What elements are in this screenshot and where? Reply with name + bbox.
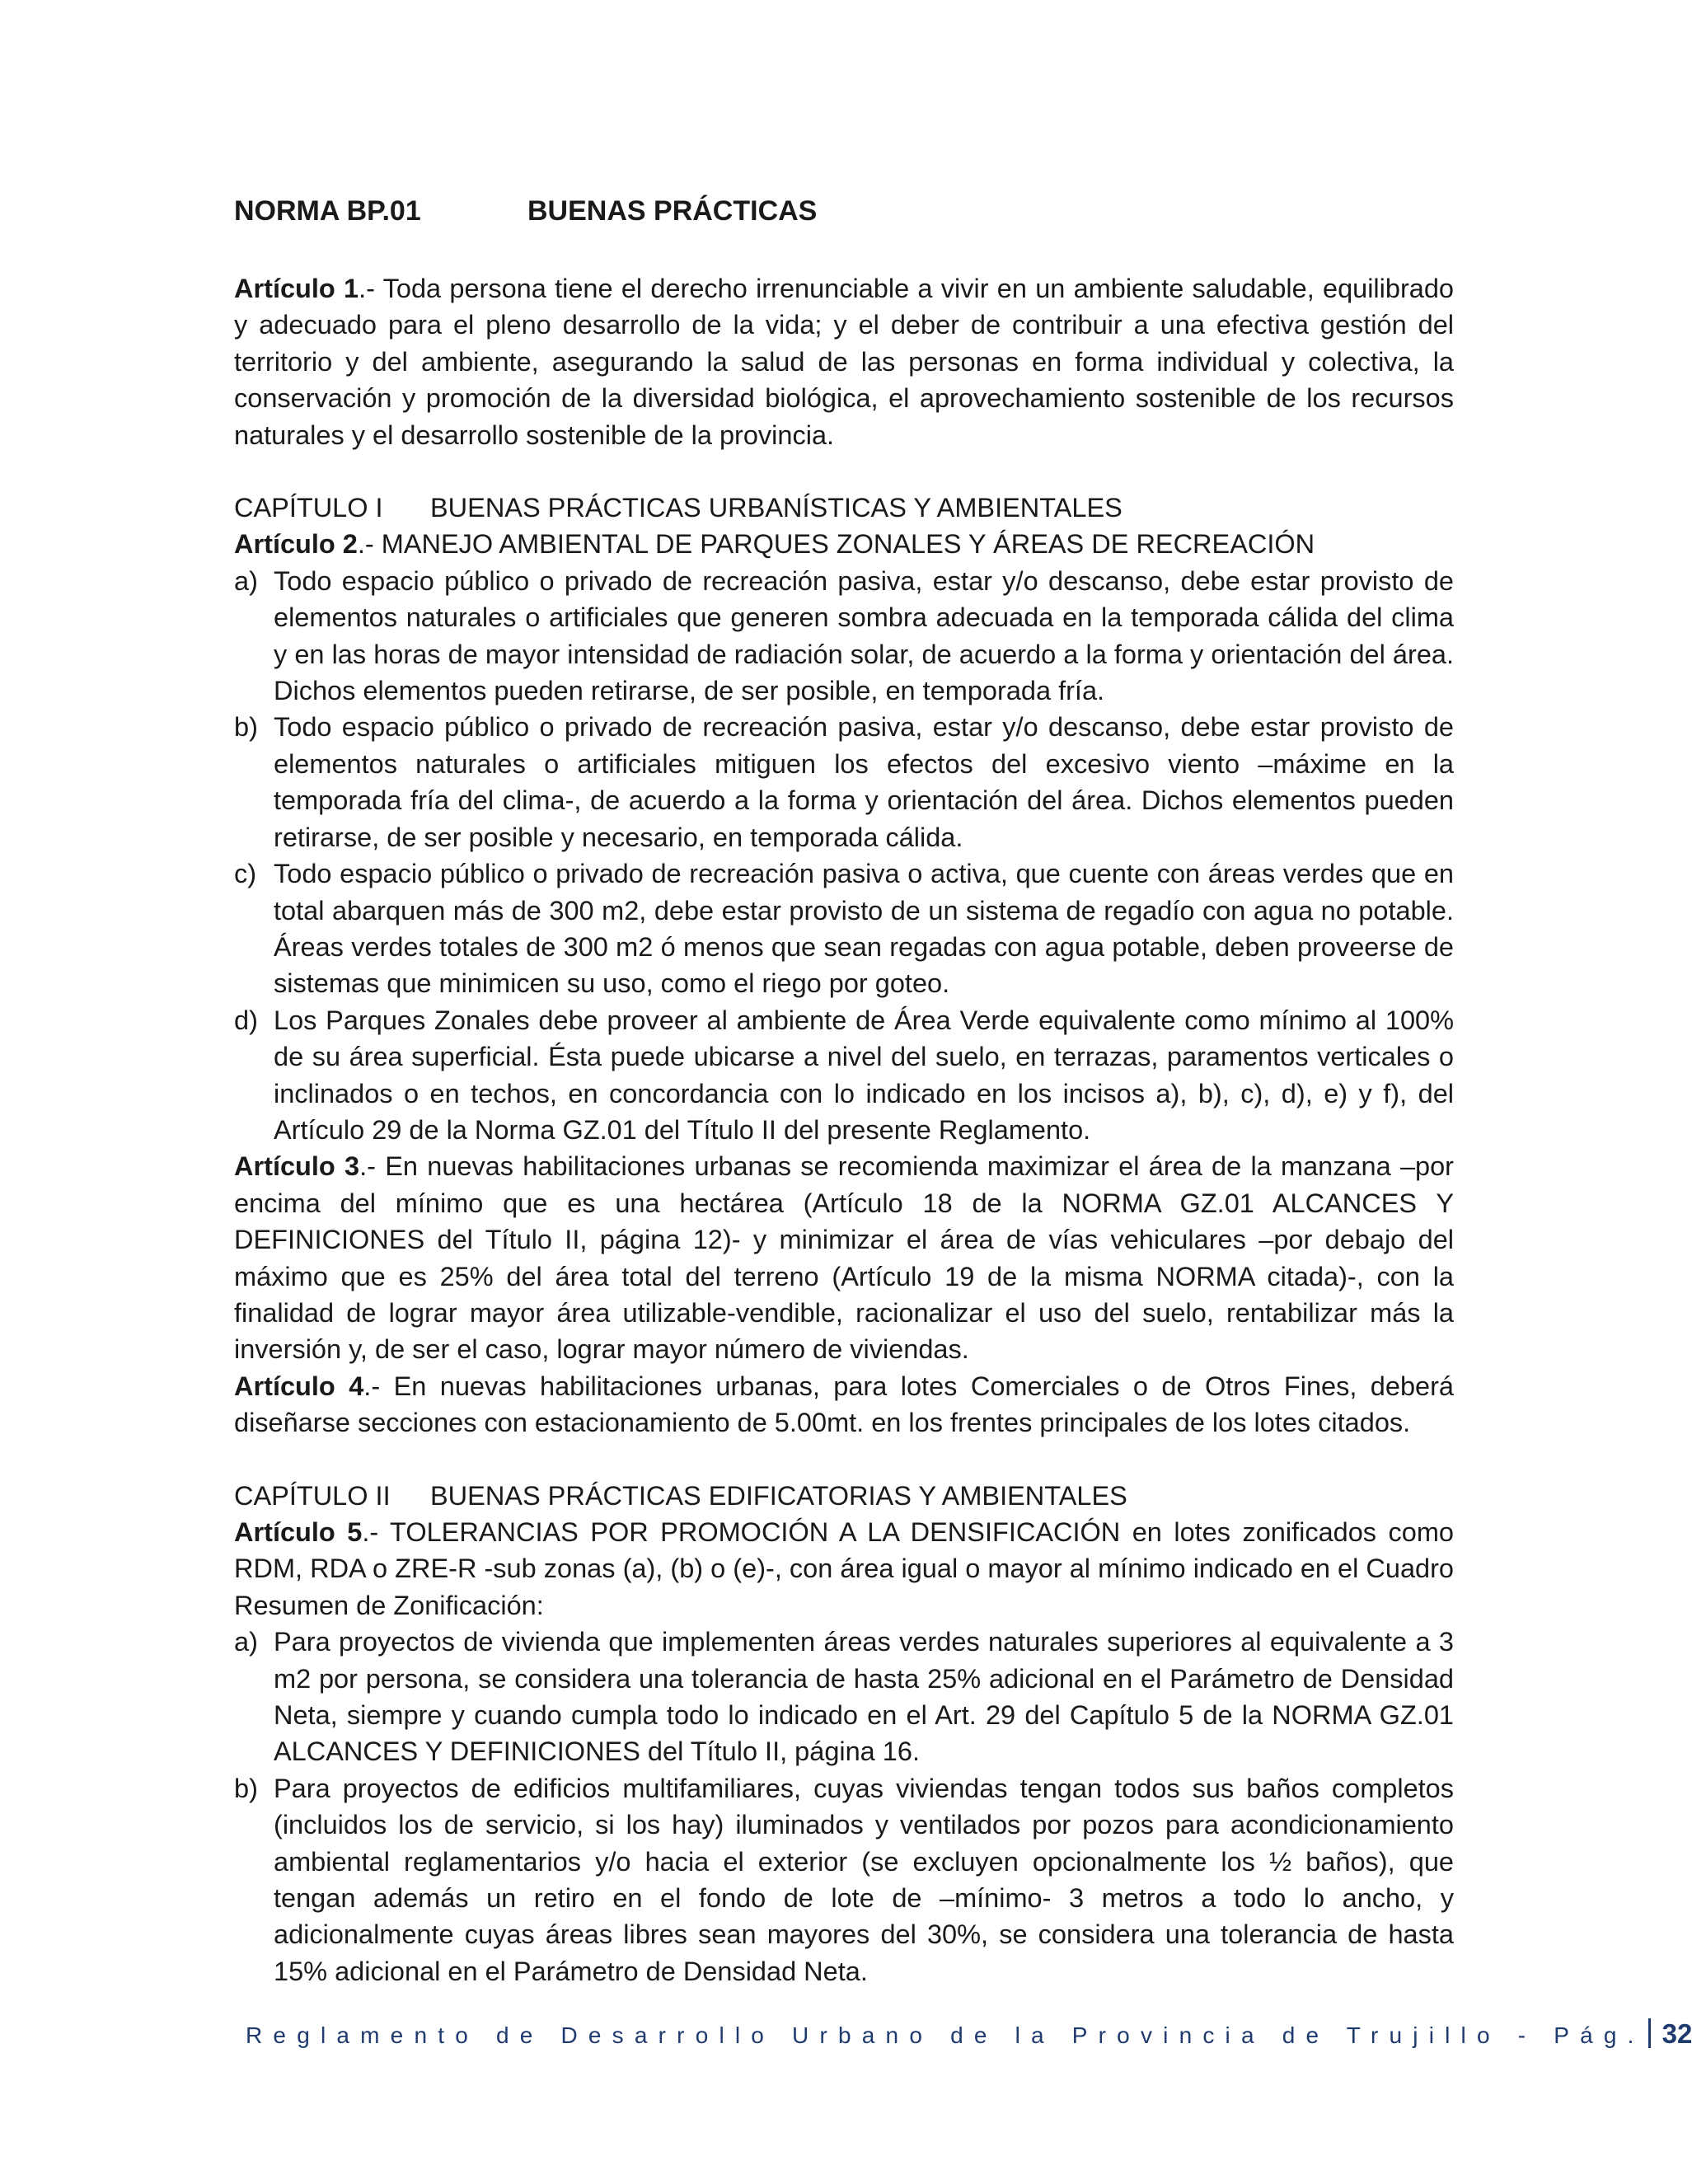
article-2-item-b [234, 709, 1454, 855]
article-2-label: Artículo 2 [234, 529, 358, 560]
article-2-item-d [234, 1002, 1454, 1149]
page-number: 32 [1662, 2018, 1692, 2049]
article-2-text: .- MANEJO AMBIENTAL DE PARQUES ZONALES Y ÁREAS DE RECREACIÓN [357, 529, 1315, 560]
article-2-item-a [234, 563, 1454, 710]
article-1 [234, 270, 1454, 453]
chapter-2-heading [234, 1478, 1454, 1514]
item-text: Para proyectos de vivienda que implementen áreas verdes naturales superiores al equivalente a 3 m2 por persona, se considera una tolerancia de hasta 25% adicional en el Parámetro de Densidad Neta, siempre y cuando cumpla todo lo indicado en el Art. 29 del Capítulo 5 de la NORMA GZ.01 ALCANCES Y DEFINICIONES del Título II, página 16. [274, 1627, 1454, 1767]
item-label: a) [234, 565, 258, 596]
item-text: Todo espacio público o privado de recreación pasiva, estar y/o descanso, debe estar provisto de elementos naturales o artificiales mitiguen los efectos del excesivo viento –máxime en la temporada fría del clima-, de acuerdo a la forma y orientación del área. Dichos elementos pueden retirarse, de ser posible y necesario, en temporada cálida. [274, 712, 1454, 852]
article-3-label: Artículo 3 [234, 1151, 360, 1182]
article-5-item-b [234, 1770, 1454, 1990]
article-2-item-c [234, 855, 1454, 1002]
article-4 [234, 1368, 1454, 1441]
item-label: d) [234, 1005, 258, 1035]
article-3 [234, 1148, 1454, 1367]
article-5-label: Artículo 5 [234, 1517, 363, 1547]
item-text: Todo espacio público o privado de recreación pasiva, estar y/o descanso, debe estar provisto de elementos naturales o artificiales que generen sombra adecuada en la temporada cálida del clima y en las horas de mayor intensidad de radiación solar, de acuerdo a la forma y orientación del área. Dichos elementos pueden retirarse, de ser posible, en temporada fría. [274, 565, 1454, 706]
item-text: Para proyectos de edificios multifamiliares, cuyas viviendas tengan todos sus baños completos (incluidos los de servicio, si los hay) iluminados y ventilados por pozos para acondicionamiento ambiental reglamentarios y/o hacia el exterior (se excluyen opcionalmente los ½ baños), que tengan además un retiro en el fondo de lote de –mínimo- 3 metros a todo lo ancho, y adicionalmente cuyas áreas libres sean mayores del 30%, se considera una tolerancia de hasta 15% adicional en el Parámetro de Densidad Neta. [274, 1773, 1454, 1986]
chapter-2-number: CAPÍTULO II [234, 1480, 391, 1511]
chapter-1-number: CAPÍTULO I [234, 493, 383, 523]
page-content [234, 194, 1454, 1990]
chapter-1-title: BUENAS PRÁCTICAS URBANÍSTICAS Y AMBIENTALES [430, 493, 1123, 523]
norma-heading [234, 194, 1454, 227]
article-5-text: .- TOLERANCIAS POR PROMOCIÓN A LA DENSIFICACIÓN en lotes zonificados como RDM, RDA o ZRE-R -sub zonas (a), (b) o (e)-, con área igual o mayor al mínimo indicado en el Cuadro Resumen de Zonificación: [234, 1517, 1454, 1620]
item-label: c) [234, 859, 257, 889]
article-1-text: .- Toda persona tiene el derecho irrenunciable a vivir en un ambiente saludable, equilibrado y adecuado para el pleno desarrollo de la vida; y el deber de contribuir a una efectiva gestión del territorio y del ambiente, asegurando la salud de las personas en forma individual y colectiva, la conservación y promoción de la diversidad biológica, el aprovechamiento sostenible de los recursos naturales y el desarrollo sostenible de la provincia. [234, 274, 1454, 450]
footer-divider [1648, 2018, 1651, 2048]
article-5 [234, 1514, 1454, 1624]
footer-text: Reglamento de Desarrollo Urbano de la Provincia de Trujillo - Pág. [246, 2022, 1645, 2048]
article-1-label: Artículo 1 [234, 274, 359, 303]
item-text: Todo espacio público o privado de recreación pasiva o activa, que cuente con áreas verdes que en total abarquen más de 300 m2, debe estar provisto de un sistema de regadío con agua no potable. Áreas verdes totales de 300 m2 ó menos que sean regadas con agua potable, deben proveerse de sistemas que minimicen su uso, como el riego por goteo. [274, 859, 1454, 999]
article-4-text: .- En nuevas habilitaciones urbanas, para lotes Comerciales o de Otros Fines, deberá diseñarse secciones con estacionamiento de 5.00mt. en los frentes principales de los lotes citados. [234, 1371, 1455, 1438]
page-footer [246, 2018, 1692, 2052]
norma-title: BUENAS PRÁCTICAS [527, 195, 818, 227]
article-4-label: Artículo 4 [234, 1371, 364, 1401]
chapter-2-title: BUENAS PRÁCTICAS EDIFICATORIAS Y AMBIENTALES [430, 1480, 1127, 1511]
item-text: Los Parques Zonales debe proveer al ambiente de Área Verde equivalente como mínimo al 100% de su área superficial. Ésta puede ubicarse a nivel del suelo, en terrazas, paramentos verticales o inclinados o en techos, en concordancia con lo indicado en los incisos a), b), c), d), e) y f), del Artículo 29 de la Norma GZ.01 del Título II del presente Reglamento. [274, 1005, 1454, 1145]
article-2 [234, 526, 1454, 562]
norma-code: NORMA BP.01 [234, 195, 421, 227]
item-label: b) [234, 712, 258, 743]
article-3-text: .- En nuevas habilitaciones urbanas se recomienda maximizar el área de la manzana –por encima del mínimo que es una hectárea (Artículo 18 de la NORMA GZ.01 ALCANCES Y DEFINICIONES del Título II, página 12)- y minimizar el área de vías vehiculares –por debajo del máximo que es 25% del área total del terreno (Artículo 19 de la misma NORMA citada)-, con la finalidad de lograr mayor área utilizable-vendible, racionalizar el uso del suelo, rentabilizar más la inversión y, de ser el caso, lograr mayor número de viviendas. [234, 1151, 1455, 1365]
item-label: a) [234, 1627, 258, 1657]
chapter-1-heading [234, 490, 1454, 526]
item-label: b) [234, 1773, 258, 1803]
article-5-item-a [234, 1624, 1454, 1770]
